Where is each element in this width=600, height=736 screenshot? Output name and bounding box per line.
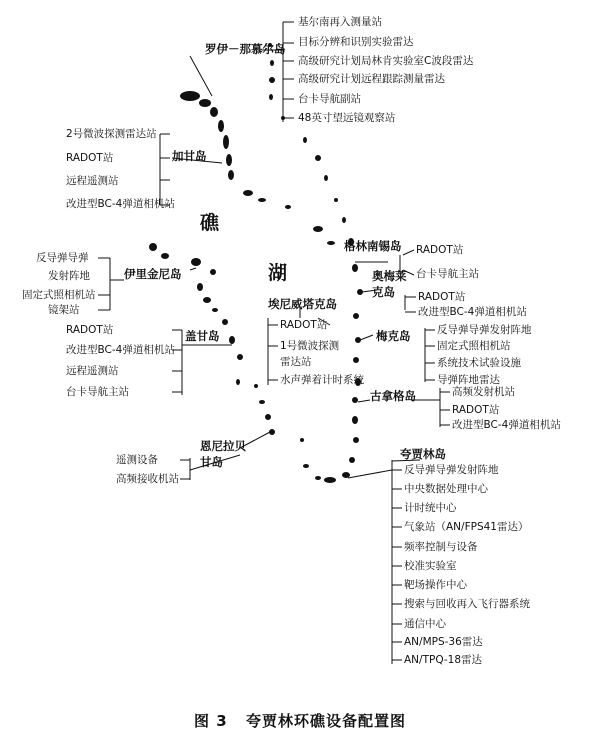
kwajalein-item: 反导弹导弹发射阵地: [404, 464, 499, 476]
gellinam-item: 台卡导航主站: [66, 386, 129, 398]
meck-item: 固定式照相机站: [437, 340, 511, 352]
figure-caption: [0, 710, 600, 731]
island-omelek: 奥梅莱克岛: [372, 269, 407, 299]
kwajalein-item: 校准实验室: [404, 560, 457, 572]
gagan-item: 2号微波探测雷达站: [66, 128, 157, 140]
island-ennylabegan: 恩尼拉贝甘岛: [200, 439, 246, 469]
atoll-reef: [149, 43, 363, 483]
eniwetak-item: 水声弹着计时系统: [280, 374, 364, 386]
meck-item: 导弹阵地雷达: [437, 374, 500, 386]
eniwetak-item: 1号微波探测: [280, 340, 340, 352]
illeginni-item: 发射阵地: [48, 270, 90, 282]
kwajalein-item: 通信中心: [404, 618, 446, 630]
roi-namur-item: 基尔南再入测量站: [298, 16, 382, 28]
omelek-item: 改进型BC-4弹道相机站: [418, 306, 527, 318]
gellinam-item: 远程遥测站: [66, 365, 119, 377]
island-gugeegue: 古拿格岛: [370, 389, 416, 403]
eniwetak-item: RADOT站: [280, 319, 328, 331]
island-roi-namur: 罗伊－那慕尔岛: [205, 42, 286, 56]
island-gagan: 加甘岛: [172, 149, 207, 163]
illeginni-item: 反导弹导弹: [36, 252, 89, 264]
gagan-item: 远程遥测站: [66, 175, 119, 187]
roi-namur-item: 高级研究计划局林肯实验室C波段雷达: [298, 55, 474, 67]
island-eniwetak: 埃尼威塔克岛: [268, 297, 337, 311]
eniwetak-item: 雷达站: [280, 356, 312, 368]
kwajalein-item: 靶场操作中心: [404, 579, 467, 591]
kwajalein-item: AN/MPS-36雷达: [404, 636, 483, 648]
gagan-item: 改进型BC-4弹道相机站: [66, 198, 175, 210]
kwajalein-item: 频率控制与设备: [404, 541, 478, 553]
island-gellinam: 盖甘岛: [185, 329, 220, 343]
lagoon-label-lake: 湖: [268, 262, 288, 284]
roi-namur-item: 目标分辨和识别实验雷达: [298, 36, 414, 48]
gugeegue-item: 高频发射机站: [452, 386, 515, 398]
ennylabegan-item: 遥测设备: [116, 454, 158, 466]
illeginni-item: 镜架站: [48, 304, 80, 316]
kwajalein-item: 气象站（AN/FPS41雷达）: [404, 521, 529, 533]
roi-namur-item: 高级研究计划远程跟踪测量雷达: [298, 73, 445, 85]
meck-item: 反导弹导弹发射阵地: [437, 324, 532, 336]
illeginni-item: 固定式照相机站: [22, 289, 96, 301]
ennylabegan-item: 高频接收机站: [116, 473, 179, 485]
island-meck: 梅克岛: [376, 329, 411, 343]
gugeegue-item: RADOT站: [452, 404, 500, 416]
legan-item: RADOT站: [416, 244, 464, 256]
leader-lines: [98, 22, 450, 664]
legan-item: 台卡导航主站: [416, 268, 479, 280]
gagan-item: RADOT站: [66, 152, 114, 164]
gellinam-item: RADOT站: [66, 324, 114, 336]
island-kwajalein: 夸贾林岛: [400, 447, 446, 461]
gellinam-item: 改进型BC-4弹道相机站: [66, 344, 175, 356]
figure-title: 夸贾林环礁设备配置图: [245, 712, 406, 730]
roi-namur-item: 48英寸望远镜观察站: [298, 112, 396, 124]
island-legan: 格林南锡岛: [344, 239, 402, 253]
omelek-item: RADOT站: [418, 291, 466, 303]
roi-namur-item: 台卡导航副站: [298, 93, 361, 105]
lagoon-label-reef: 礁: [200, 212, 220, 234]
gugeegue-item: 改进型BC-4弹道相机站: [452, 419, 561, 431]
island-illeginni: 伊里金尼岛: [124, 267, 182, 281]
figure-number: 图 3: [194, 712, 228, 730]
meck-item: 系统技术试验设施: [437, 357, 521, 369]
kwajalein-item: 中央数据处理中心: [404, 483, 488, 495]
kwajalein-item: 搜索与回收再入飞行器系统: [404, 598, 530, 610]
kwajalein-item: 计时统中心: [404, 502, 457, 514]
kwajalein-item: AN/TPQ-18雷达: [404, 654, 483, 666]
